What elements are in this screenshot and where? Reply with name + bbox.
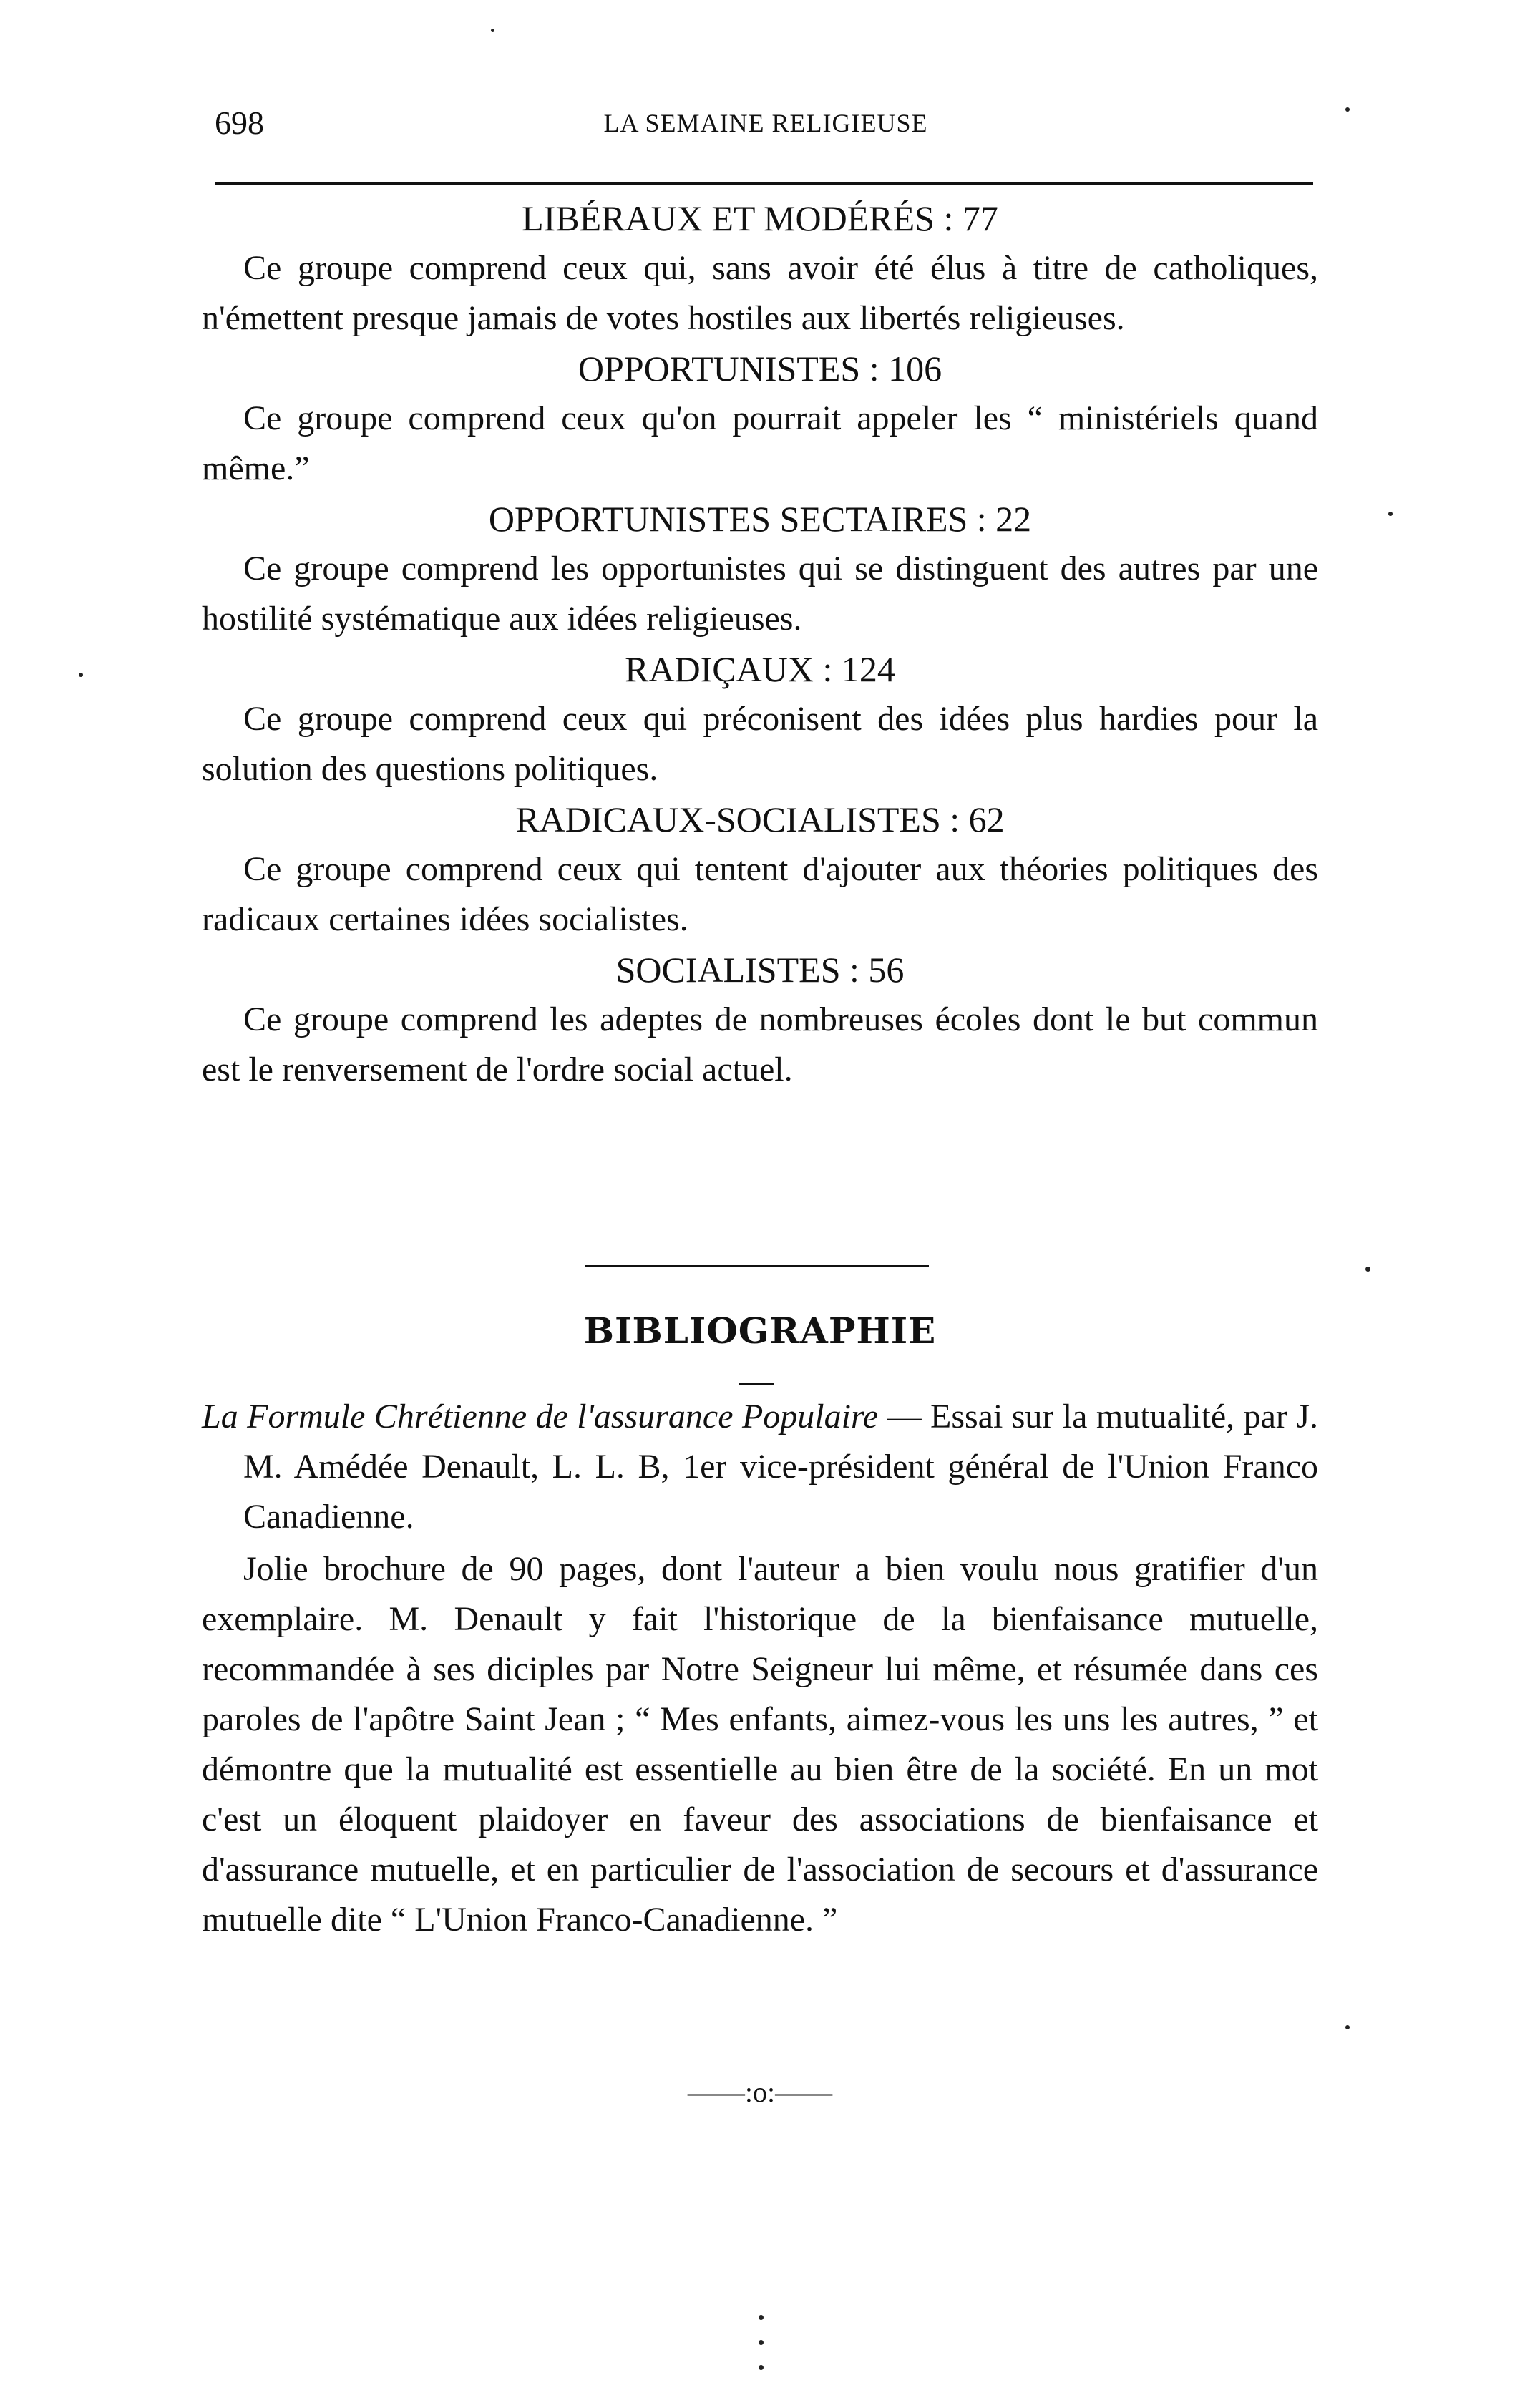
bibliography-title-dash <box>739 1383 774 1385</box>
group-description-opportunistes-sectaires: Ce groupe comprend les opportunistes qui se distinguent des autres par une hostilité systématique aux idées religieuses. <box>202 550 1318 638</box>
group-description-liberaux: Ce groupe comprend ceux qui, sans avoir été élus à titre de catholiques, n'émettent presque jamais de votes hostiles aux libertés religieuses. <box>202 249 1318 337</box>
group-heading-radicaux: RADIÇAUX : 124 <box>625 649 895 689</box>
page-number: 698 <box>215 104 264 141</box>
bibliography-entry <box>202 1392 1318 1542</box>
scan-speck <box>1365 1267 1370 1272</box>
bibliography-title: BIBLIOGRAPHIE <box>583 1310 937 1352</box>
scan-speck <box>759 2315 764 2320</box>
group-description-radicaux-socialistes: Ce groupe comprend ceux qui tentent d'ajouter aux théories politiques des radicaux certaines idées socialistes. <box>202 850 1318 938</box>
book-title: La Formule Chrétienne de l'assurance Populaire <box>202 1398 879 1435</box>
section-separator <box>585 1265 929 1267</box>
scan-speck <box>759 2365 764 2370</box>
scan-speck <box>79 673 83 677</box>
group-heading-radicaux-socialistes: RADICAUX-SOCIALISTES : 62 <box>515 799 1005 839</box>
group-heading-opportunistes: OPPORTUNISTES : 106 <box>578 348 942 389</box>
group-description-opportunistes: Ce groupe comprend ceux qu'on pourrait appeler les “ ministériels quand même.” <box>202 399 1318 487</box>
party-groups-section <box>202 193 1318 1095</box>
scan-speck <box>759 2340 764 2345</box>
group-heading-socialistes: SOCIALISTES : 56 <box>615 950 905 990</box>
group-description-radicaux: Ce groupe comprend ceux qui préconisent des idées plus hardies pour la solution des questions politiques. <box>202 700 1318 788</box>
group-heading-liberaux: LIBÉRAUX ET MODÉRÉS : 77 <box>522 198 998 238</box>
running-title: LA SEMAINE RELIGIEUSE <box>603 109 928 137</box>
scan-speck <box>1388 512 1393 516</box>
group-heading-opportunistes-sectaires: OPPORTUNISTES SECTAIRES : 22 <box>488 499 1032 539</box>
scan-speck <box>1345 2025 1350 2029</box>
scan-speck <box>1345 107 1350 112</box>
scan-speck <box>491 29 494 32</box>
bibliography-entry-details: — Essai sur la mutualité, par J. M. Amédée Denault, L. L. B, 1er vice-président général de l'Union Franco Canadienne. <box>243 1398 1319 1536</box>
bibliography-review: Jolie brochure de 90 pages, dont l'auteur a bien voulu nous gratifier d'un exemplaire. M. Denault y fait l'historique de la bienfaisance mutuelle, recommandée à ses diciples par Notre Seigneur lui même, et résumée dans ces paroles de l'apôtre Saint Jean ; “ Mes enfants, aimez-vous les uns les autres, ” et démontre que la mutualité est essentielle au bien être de la société. En un mot c'est un éloquent plaidoyer en faveur des associations de bienfaisance et d'assurance mutuelle, et en particulier de l'association de secours et d'assurance mutuelle dite “ L'Union Franco-Canadienne. ” <box>202 1550 1318 1939</box>
header-rule <box>215 182 1313 185</box>
group-description-socialistes: Ce groupe comprend les adeptes de nombreuses écoles dont le but commun est le renversement de l'ordre social actuel. <box>202 1000 1318 1088</box>
end-ornament: ——:o:—— <box>687 2076 833 2108</box>
page-header <box>215 104 1317 161</box>
